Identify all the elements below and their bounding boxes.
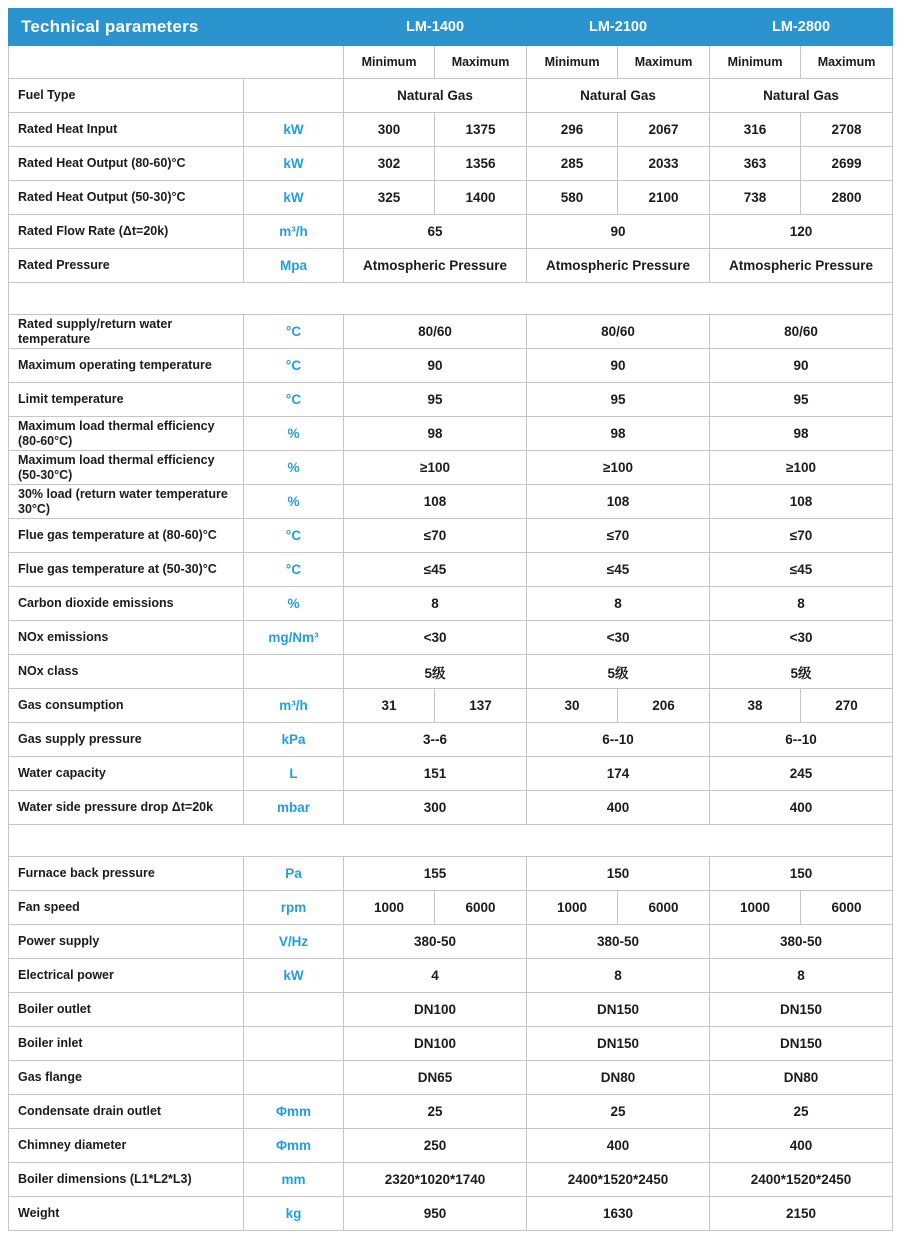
unit-label: Φmm (244, 1129, 344, 1163)
unit-label: % (244, 485, 344, 519)
value-cell: 400 (527, 791, 710, 825)
value-cell: 400 (710, 1129, 893, 1163)
param-label: Gas flange (9, 1061, 244, 1095)
param-label: Maximum operating temperature (9, 349, 244, 383)
value-cell: 90 (527, 215, 710, 249)
param-label: Weight (9, 1197, 244, 1231)
value-cell: 380-50 (344, 925, 527, 959)
value-cell: Atmospheric Pressure (527, 249, 710, 283)
value-cell: 300 (344, 791, 527, 825)
param-label: Furnace back pressure (9, 857, 244, 891)
value-cell: 250 (344, 1129, 527, 1163)
value-cell: 1000 (344, 891, 435, 925)
table-row (9, 993, 893, 1027)
spacer-row (9, 283, 893, 315)
value-cell: 25 (527, 1095, 710, 1129)
unit-label: mm (244, 1163, 344, 1197)
value-cell: 2150 (710, 1197, 893, 1231)
value-cell: ≤45 (710, 553, 893, 587)
unit-label: °C (244, 383, 344, 417)
table-row (9, 857, 893, 891)
value-cell: DN150 (527, 993, 710, 1027)
table-row (9, 249, 893, 283)
value-cell: 1375 (435, 113, 527, 147)
table-body (9, 79, 893, 1231)
unit-label: m³/h (244, 689, 344, 723)
param-label: Carbon dioxide emissions (9, 587, 244, 621)
value-cell: ≥100 (344, 451, 527, 485)
value-cell: 95 (710, 383, 893, 417)
param-label: NOx class (9, 655, 244, 689)
value-cell: 38 (710, 689, 801, 723)
value-cell: 2699 (801, 147, 893, 181)
param-label: Rated Pressure (9, 249, 244, 283)
value-cell: 5级 (344, 655, 527, 689)
table-row (9, 891, 893, 925)
value-cell: 2400*1520*2450 (710, 1163, 893, 1197)
table-row (9, 925, 893, 959)
unit-label: mbar (244, 791, 344, 825)
model-header-lm-2100: LM-2100 (527, 9, 710, 46)
value-cell: 285 (527, 147, 618, 181)
value-cell: 108 (344, 485, 527, 519)
value-cell: 1630 (527, 1197, 710, 1231)
table-row (9, 349, 893, 383)
table-row (9, 621, 893, 655)
spacer-cell (9, 825, 893, 857)
value-cell: 2800 (801, 181, 893, 215)
unit-label: °C (244, 519, 344, 553)
param-label: Limit temperature (9, 383, 244, 417)
unit-label: Φmm (244, 1095, 344, 1129)
unit-label: % (244, 417, 344, 451)
value-cell: 3--6 (344, 723, 527, 757)
value-cell: 400 (710, 791, 893, 825)
value-cell: Atmospheric Pressure (710, 249, 893, 283)
value-cell: 108 (527, 485, 710, 519)
value-cell: 98 (527, 417, 710, 451)
param-label: Rated supply/return water temperature (9, 315, 244, 349)
unit-label: kW (244, 147, 344, 181)
param-label: Water capacity (9, 757, 244, 791)
unit-label: % (244, 587, 344, 621)
table-row (9, 757, 893, 791)
value-cell: 245 (710, 757, 893, 791)
param-label: Flue gas temperature at (80-60)°C (9, 519, 244, 553)
value-cell: 400 (527, 1129, 710, 1163)
param-label: Rated Heat Input (9, 113, 244, 147)
value-cell: 90 (527, 349, 710, 383)
table-row (9, 485, 893, 519)
value-cell: 65 (344, 215, 527, 249)
value-cell: 296 (527, 113, 618, 147)
value-cell: 380-50 (527, 925, 710, 959)
value-cell: DN65 (344, 1061, 527, 1095)
value-cell: DN150 (527, 1027, 710, 1061)
unit-label: m³/h (244, 215, 344, 249)
param-label: Gas consumption (9, 689, 244, 723)
value-cell: 1356 (435, 147, 527, 181)
min-header-lm-2100: Minimum (527, 46, 618, 79)
value-cell: 95 (527, 383, 710, 417)
value-cell: <30 (527, 621, 710, 655)
value-cell: 80/60 (344, 315, 527, 349)
value-cell: 363 (710, 147, 801, 181)
value-cell: Natural Gas (710, 79, 893, 113)
unit-label: rpm (244, 891, 344, 925)
value-cell: 8 (527, 959, 710, 993)
table-row (9, 655, 893, 689)
value-cell: 80/60 (527, 315, 710, 349)
spacer-row (9, 825, 893, 857)
page-title: Technical parameters (9, 9, 344, 46)
param-label: Maximum load thermal efficiency (80-60°C) (9, 417, 244, 451)
value-cell: 270 (801, 689, 893, 723)
value-cell: 325 (344, 181, 435, 215)
value-cell: 108 (710, 485, 893, 519)
param-label: Gas supply pressure (9, 723, 244, 757)
value-cell: 8 (344, 587, 527, 621)
value-cell: 2100 (618, 181, 710, 215)
unit-label: kW (244, 181, 344, 215)
param-label: Chimney diameter (9, 1129, 244, 1163)
unit-label: V/Hz (244, 925, 344, 959)
value-cell: DN100 (344, 993, 527, 1027)
max-header-lm-2800: Maximum (801, 46, 893, 79)
table-row (9, 689, 893, 723)
param-label: Rated Heat Output (50-30)°C (9, 181, 244, 215)
param-label: 30% load (return water temperature 30°C) (9, 485, 244, 519)
value-cell: 8 (527, 587, 710, 621)
table-row (9, 553, 893, 587)
param-label: Flue gas temperature at (50-30)°C (9, 553, 244, 587)
table-row (9, 959, 893, 993)
table-row (9, 723, 893, 757)
unit-label (244, 655, 344, 689)
unit-label (244, 993, 344, 1027)
value-cell: <30 (710, 621, 893, 655)
minmax-header-row (9, 46, 893, 79)
spacer-cell (9, 283, 893, 315)
table-row (9, 113, 893, 147)
unit-label (244, 1027, 344, 1061)
value-cell: 6000 (801, 891, 893, 925)
table-row (9, 1129, 893, 1163)
value-cell: 2320*1020*1740 (344, 1163, 527, 1197)
value-cell: DN150 (710, 1027, 893, 1061)
value-cell: 738 (710, 181, 801, 215)
value-cell: 6000 (435, 891, 527, 925)
value-cell: 1400 (435, 181, 527, 215)
param-label: Fuel Type (9, 79, 244, 113)
value-cell: 8 (710, 587, 893, 621)
table-row (9, 181, 893, 215)
value-cell: 95 (344, 383, 527, 417)
param-label: Boiler inlet (9, 1027, 244, 1061)
value-cell: Atmospheric Pressure (344, 249, 527, 283)
unit-label: % (244, 451, 344, 485)
param-label: Rated Heat Output (80-60)°C (9, 147, 244, 181)
value-cell: 120 (710, 215, 893, 249)
value-cell: DN80 (527, 1061, 710, 1095)
unit-label (244, 79, 344, 113)
unit-label: °C (244, 349, 344, 383)
value-cell: 4 (344, 959, 527, 993)
value-cell: ≥100 (710, 451, 893, 485)
value-cell: ≤45 (527, 553, 710, 587)
max-header-lm-1400: Maximum (435, 46, 527, 79)
table-row (9, 1061, 893, 1095)
model-header-lm-2800: LM-2800 (710, 9, 893, 46)
param-label: Boiler dimensions (L1*L2*L3) (9, 1163, 244, 1197)
value-cell: DN150 (710, 993, 893, 1027)
value-cell: 300 (344, 113, 435, 147)
value-cell: 1000 (527, 891, 618, 925)
unit-label: °C (244, 315, 344, 349)
table-row (9, 1027, 893, 1061)
unit-label: kW (244, 959, 344, 993)
table-row (9, 1163, 893, 1197)
param-label: Electrical power (9, 959, 244, 993)
value-cell: 80/60 (710, 315, 893, 349)
value-cell: 6--10 (527, 723, 710, 757)
value-cell: 380-50 (710, 925, 893, 959)
value-cell: 5级 (527, 655, 710, 689)
param-label: Condensate drain outlet (9, 1095, 244, 1129)
value-cell: 8 (710, 959, 893, 993)
value-cell: 302 (344, 147, 435, 181)
value-cell: 950 (344, 1197, 527, 1231)
value-cell: 137 (435, 689, 527, 723)
unit-label: °C (244, 553, 344, 587)
unit-label (244, 1061, 344, 1095)
table-row (9, 451, 893, 485)
value-cell: 2708 (801, 113, 893, 147)
table-row (9, 587, 893, 621)
value-cell: Natural Gas (344, 79, 527, 113)
value-cell: Natural Gas (527, 79, 710, 113)
param-label: Water side pressure drop Δt=20k (9, 791, 244, 825)
table-title-row (9, 9, 893, 46)
value-cell: 174 (527, 757, 710, 791)
value-cell: DN80 (710, 1061, 893, 1095)
value-cell: 150 (710, 857, 893, 891)
value-cell: 30 (527, 689, 618, 723)
value-cell: 6000 (618, 891, 710, 925)
value-cell: ≤70 (710, 519, 893, 553)
min-header-lm-2800: Minimum (710, 46, 801, 79)
param-label: Fan speed (9, 891, 244, 925)
value-cell: ≥100 (527, 451, 710, 485)
param-label: Power supply (9, 925, 244, 959)
value-cell: 151 (344, 757, 527, 791)
blank-header-cell (9, 46, 344, 79)
param-label: Rated Flow Rate (Δt=20k) (9, 215, 244, 249)
value-cell: 155 (344, 857, 527, 891)
param-label: Boiler outlet (9, 993, 244, 1027)
value-cell: 5级 (710, 655, 893, 689)
unit-label: Pa (244, 857, 344, 891)
table-row (9, 1095, 893, 1129)
unit-label: L (244, 757, 344, 791)
table-row (9, 315, 893, 349)
value-cell: 25 (344, 1095, 527, 1129)
unit-label: kg (244, 1197, 344, 1231)
table-row (9, 383, 893, 417)
value-cell: 2067 (618, 113, 710, 147)
value-cell: ≤70 (344, 519, 527, 553)
value-cell: 90 (344, 349, 527, 383)
table-row (9, 791, 893, 825)
value-cell: 98 (344, 417, 527, 451)
value-cell: 31 (344, 689, 435, 723)
unit-label: Mpa (244, 249, 344, 283)
table-row (9, 147, 893, 181)
value-cell: <30 (344, 621, 527, 655)
table-row (9, 79, 893, 113)
value-cell: 1000 (710, 891, 801, 925)
technical-parameters-table (8, 8, 893, 1231)
table-row (9, 1197, 893, 1231)
model-header-lm-1400: LM-1400 (344, 9, 527, 46)
param-label: Maximum load thermal efficiency (50-30°C) (9, 451, 244, 485)
unit-label: mg/Nm³ (244, 621, 344, 655)
unit-label: kW (244, 113, 344, 147)
value-cell: 206 (618, 689, 710, 723)
min-header-lm-1400: Minimum (344, 46, 435, 79)
param-label: NOx emissions (9, 621, 244, 655)
value-cell: 316 (710, 113, 801, 147)
value-cell: 98 (710, 417, 893, 451)
value-cell: 90 (710, 349, 893, 383)
unit-label: kPa (244, 723, 344, 757)
value-cell: ≤70 (527, 519, 710, 553)
table-row (9, 519, 893, 553)
table-row (9, 215, 893, 249)
value-cell: 6--10 (710, 723, 893, 757)
value-cell: 25 (710, 1095, 893, 1129)
value-cell: 580 (527, 181, 618, 215)
table-row (9, 417, 893, 451)
value-cell: 2033 (618, 147, 710, 181)
value-cell: ≤45 (344, 553, 527, 587)
value-cell: DN100 (344, 1027, 527, 1061)
value-cell: 2400*1520*2450 (527, 1163, 710, 1197)
value-cell: 150 (527, 857, 710, 891)
max-header-lm-2100: Maximum (618, 46, 710, 79)
